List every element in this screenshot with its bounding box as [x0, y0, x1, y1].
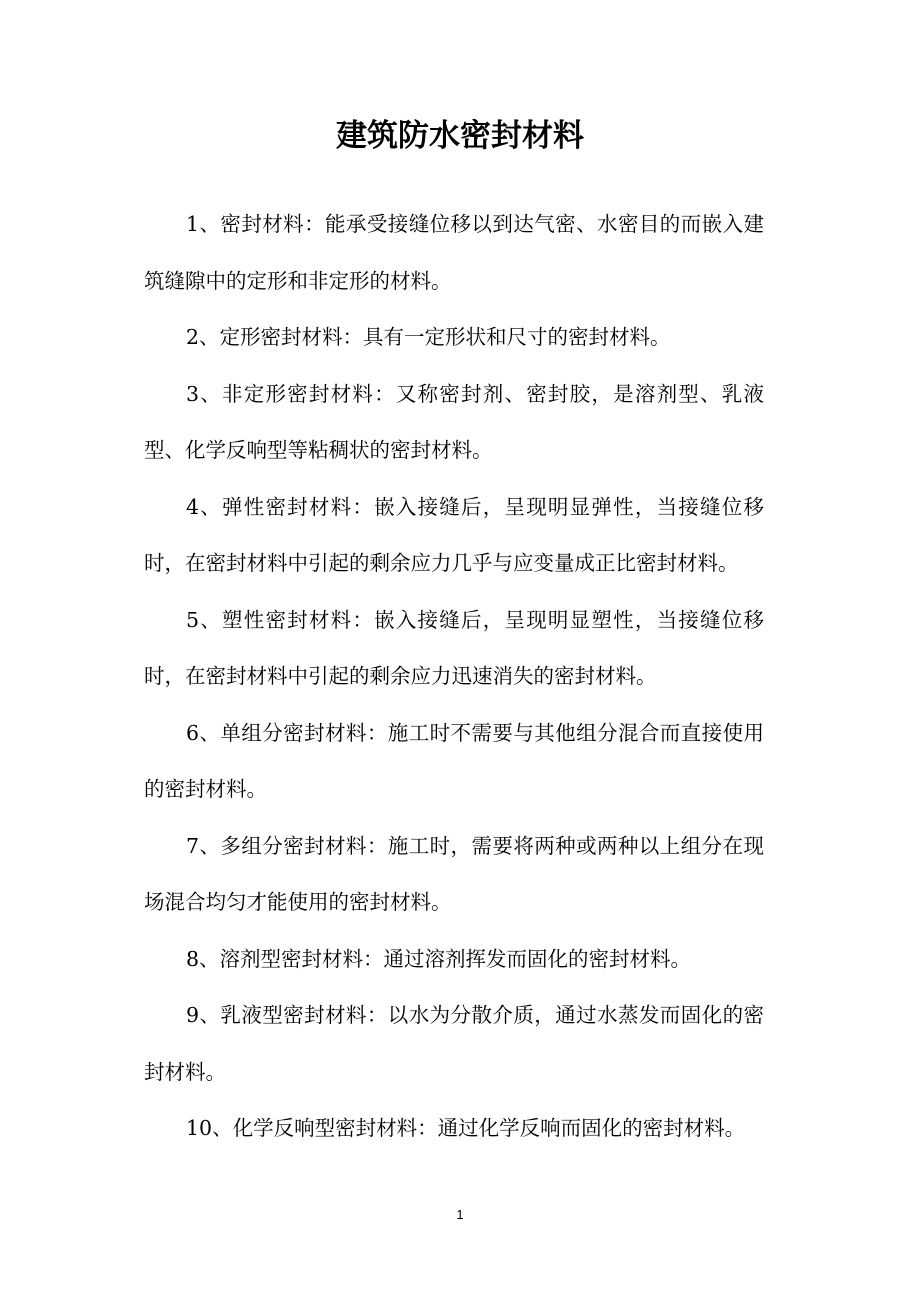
paragraph-8: 8、溶剂型密封材料：通过溶剂挥发而固化的密封材料。	[186, 946, 692, 971]
page-title: 建筑防水密封材料	[336, 118, 584, 154]
paragraph-1: 1、密封材料：能承受接缝位移以到达气密、水密目的而嵌入建筑缝隙中的定形和非定形的材料。	[144, 212, 764, 293]
paragraph-6: 6、单组分密封材料：施工时不需要与其他组分混合而直接使用的密封材料。	[144, 720, 764, 801]
paragraph-3: 3、非定形密封材料：又称密封剂、密封胶，是溶剂型、乳液型、化学反响型等粘稠状的密封材料。	[144, 381, 764, 462]
paragraph-5: 5、塑性密封材料：嵌入接缝后，呈现明显塑性，当接缝位移时，在密封材料中引起的剩余应力迅速消失的密封材料。	[144, 607, 764, 688]
paragraph-4: 4、弹性密封材料：嵌入接缝后，呈现明显弹性，当接缝位移时，在密封材料中引起的剩余应力几乎与应变量成正比密封材料。	[144, 494, 764, 575]
paragraph-2: 2、定形密封材料：具有一定形状和尺寸的密封材料。	[186, 325, 671, 349]
paragraph-9: 9、乳液型密封材料：以水为分散介质，通过水蒸发而固化的密封材料。	[144, 1003, 764, 1084]
paragraph-10: 10、化学反响型密封材料：通过化学反响而固化的密封材料。	[186, 1116, 746, 1140]
page-number: 1	[456, 1207, 464, 1222]
document-body	[144, 196, 764, 1157]
paragraph-7: 7、多组分密封材料：施工时，需要将两种或两种以上组分在现场混合均匀才能使用的密封材料。	[144, 833, 764, 914]
